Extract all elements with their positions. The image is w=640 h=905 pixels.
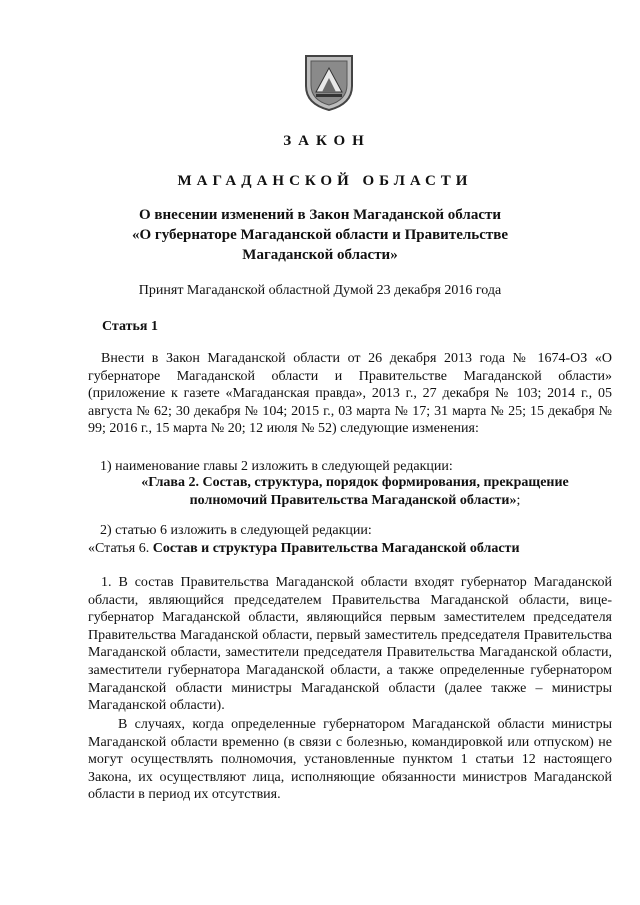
law-title-line-1: О внесении изменений в Закон Магаданской области: [139, 207, 501, 223]
new-chapter-title-line-2: [120, 492, 590, 510]
document-type-heading: ЗАКОН: [283, 133, 371, 149]
article-6-prefix: «Статья 6.: [88, 541, 153, 556]
law-title: [0, 205, 640, 265]
article-6-title: Состав и структура Правительства Магаданской области: [152, 541, 520, 556]
new-chapter-title: [120, 474, 590, 509]
new-chapter-title-line-1: «Глава 2. Состав, структура, порядок формирования, прекращение: [141, 475, 569, 490]
article-heading: Статья 1: [102, 319, 158, 334]
article-6-heading: [88, 540, 612, 558]
amendment-item-2: 2) статью 6 изложить в следующей редакции:: [100, 523, 372, 538]
article-6-paragraph-1: 1. В состав Правительства Магаданской области входят губернатор Магаданской области, являющийся председателем Правительства Магаданской области, вице-губернатор Магаданской области, являющийся первым заместителем председателя Правительства Магаданской области, первый заместитель председателя Правительства Магаданской области, заместители председателя Правительства Магаданской области, заместители губернатора Магаданской области, а также определенные губернатором Магаданской области министры Магаданской области (далее также – министры Магаданской области).: [88, 575, 612, 714]
new-chapter-title-tail: ;: [516, 492, 521, 508]
article-6-paragraph-2: В случаях, когда определенные губернатором Магаданской области министры Магаданской области временно (в связи с болезнью, командировкой или отпуском) не могут осуществлять полномочия, установленные пунктом 1 статьи 12 настоящего Закона, их осуществляют лица, исполняющие обязанности министров Магаданской области в период их отсутствия.: [88, 717, 612, 803]
region-heading: МАГАДАНСКОЙ ОБЛАСТИ: [177, 173, 473, 189]
amendment-item-1: 1) наименование главы 2 изложить в следующей редакции:: [100, 459, 453, 474]
coat-of-arms-emblem: [302, 52, 356, 112]
new-chapter-title-line-2-text: полномочий Правительства Магаданской области»: [189, 492, 517, 508]
law-title-line-2: «О губернаторе Магаданской области и Правительстве: [132, 227, 508, 243]
adoption-line: Принят Магаданской областной Думой 23 декабря 2016 года: [138, 283, 502, 298]
article-intro-paragraph: Внести в Закон Магаданской области от 26 декабря 2013 года № 1674-ОЗ «О губернаторе Магаданской области и Правительстве Магаданской области» (приложение к газете «Магаданская правда», 2013 г., 27 декабря № 103; 2014 г., 05 августа № 62; 30 декабря № 104; 2015 г., 03 марта № 17; 31 марта № 25; 15 декабря № 99; 2016 г., 15 марта № 20; 12 июля № 52) следующие изменения:: [88, 351, 612, 437]
law-title-line-3: Магаданской области»: [242, 247, 398, 263]
